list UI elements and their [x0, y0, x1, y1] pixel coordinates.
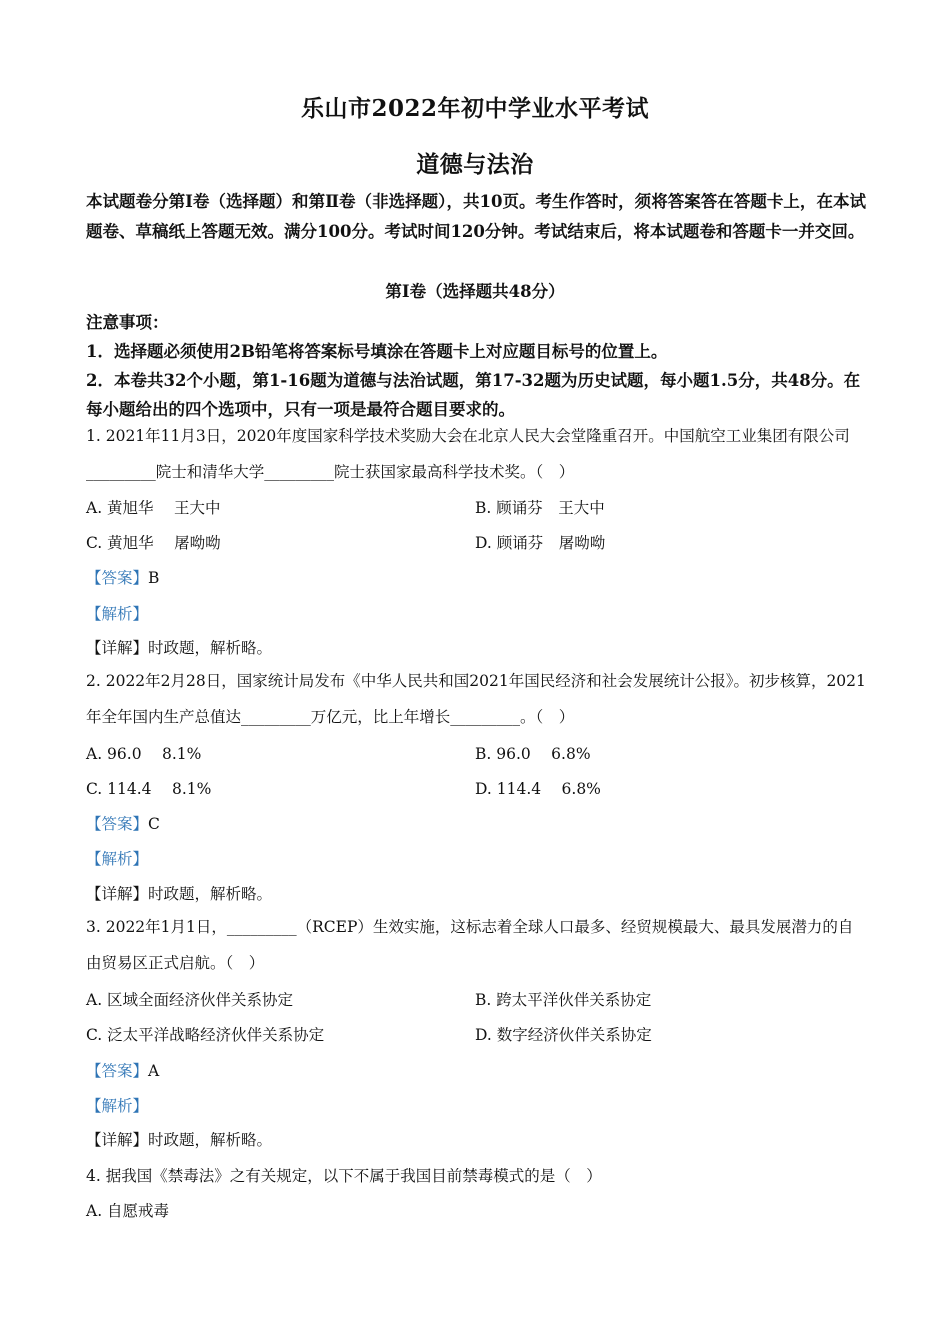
answer-value: C	[148, 815, 160, 833]
detail-text: 时政题，解析略。	[148, 639, 273, 657]
notes-section	[86, 308, 866, 424]
question-3-stem: 3. 2022年1月1日，_________（RCEP）生效实施，这标志着全球人口最多、经贸规模最大、最具发展潜力的自由贸易区正式启航。（ ）	[86, 918, 854, 972]
answer-tag: 【答案】	[86, 1062, 149, 1080]
answer-line	[86, 566, 159, 588]
question-1-stem: 1. 2021年11月3日，2020年度国家科学技术奖励大会在北京人民大会堂隆重召开。中国航空工业集团有限公司_________院士和清华大学_________院士获国家最高科学技术奖。（ ）	[86, 427, 850, 481]
question-4-stem: 4. 据我国《禁毒法》之有关规定，以下不属于我国目前禁毒模式的是（ ）	[86, 1167, 602, 1185]
question-stem	[86, 663, 866, 735]
detail-tag: 【详解】	[86, 885, 149, 903]
detail-text: 时政题，解析略。	[148, 1131, 273, 1149]
answer-value: B	[148, 569, 160, 587]
analysis-tag: 【解析】	[86, 605, 149, 623]
subject-title: 道德与法治	[416, 151, 534, 178]
answer-line	[86, 1059, 159, 1081]
volume-heading: 第Ⅰ卷（选择题共48分）	[385, 282, 565, 301]
option-c: C. 114.4 8.1%	[86, 780, 212, 798]
exam-title: 乐山市2022年初中学业水平考试	[300, 95, 649, 122]
question-2-stem: 2. 2022年2月28日，国家统计局发布《中华人民共和国2021年国民经济和社会发展统计公报》。初步核算，2021年全年国内生产总值达_________万亿元，比上年增长_________。（ ）	[86, 672, 866, 726]
analysis-tag: 【解析】	[86, 850, 149, 868]
question-stem	[86, 418, 866, 490]
option-d: D. 数字经济伙伴关系协定	[475, 1026, 652, 1044]
answer-line	[86, 812, 160, 834]
option-b: B. 96.0 6.8%	[475, 745, 591, 763]
analysis-tag: 【解析】	[86, 1097, 149, 1115]
detail-line	[86, 882, 272, 904]
answer-value: A	[148, 1062, 160, 1080]
option-a: A. 区域全面经济伙伴关系协定	[86, 991, 294, 1009]
option-c: C. 黄旭华 屠呦呦	[86, 534, 221, 552]
notes-heading: 注意事项：	[86, 313, 169, 332]
detail-tag: 【详解】	[86, 639, 149, 657]
option-b: B. 顾诵芬 王大中	[475, 499, 605, 517]
option-a: A. 自愿戒毒	[86, 1202, 170, 1220]
detail-line	[86, 1128, 272, 1150]
option-b: B. 跨太平洋伙伴关系协定	[475, 991, 652, 1009]
answer-tag: 【答案】	[86, 815, 149, 833]
option-a: A. 96.0 8.1%	[86, 745, 202, 763]
answer-tag: 【答案】	[86, 569, 149, 587]
detail-text: 时政题，解析略。	[148, 885, 273, 903]
note-item: 1．选择题必须使用2B铅笔将答案标号填涂在答题卡上对应题目标号的位置上。	[86, 342, 668, 361]
option-d: D. 顾诵芬 屠呦呦	[475, 534, 606, 552]
note-item: 2．本卷共32个小题，第1-16题为道德与法治试题，第17-32题为历史试题，每小题1.5分，共48分。在每小题给出的四个选项中，只有一项是最符合题目要求的。	[86, 371, 861, 419]
option-d: D. 114.4 6.8%	[475, 780, 601, 798]
detail-tag: 【详解】	[86, 1131, 149, 1149]
detail-line	[86, 636, 272, 658]
option-c: C. 泛太平洋战略经济伙伴关系协定	[86, 1026, 325, 1044]
option-a: A. 黄旭华 王大中	[86, 499, 221, 517]
exam-instructions: 本试题卷分第Ⅰ卷（选择题）和第Ⅱ卷（非选择题），共10页。考生作答时，须将答案答在答题卡上，在本试题卷、草稿纸上答题无效。满分100分。考试时间120分钟。考试结束后，将本试题卷和答题卡一并交回。	[86, 192, 866, 241]
question-stem	[86, 909, 866, 981]
